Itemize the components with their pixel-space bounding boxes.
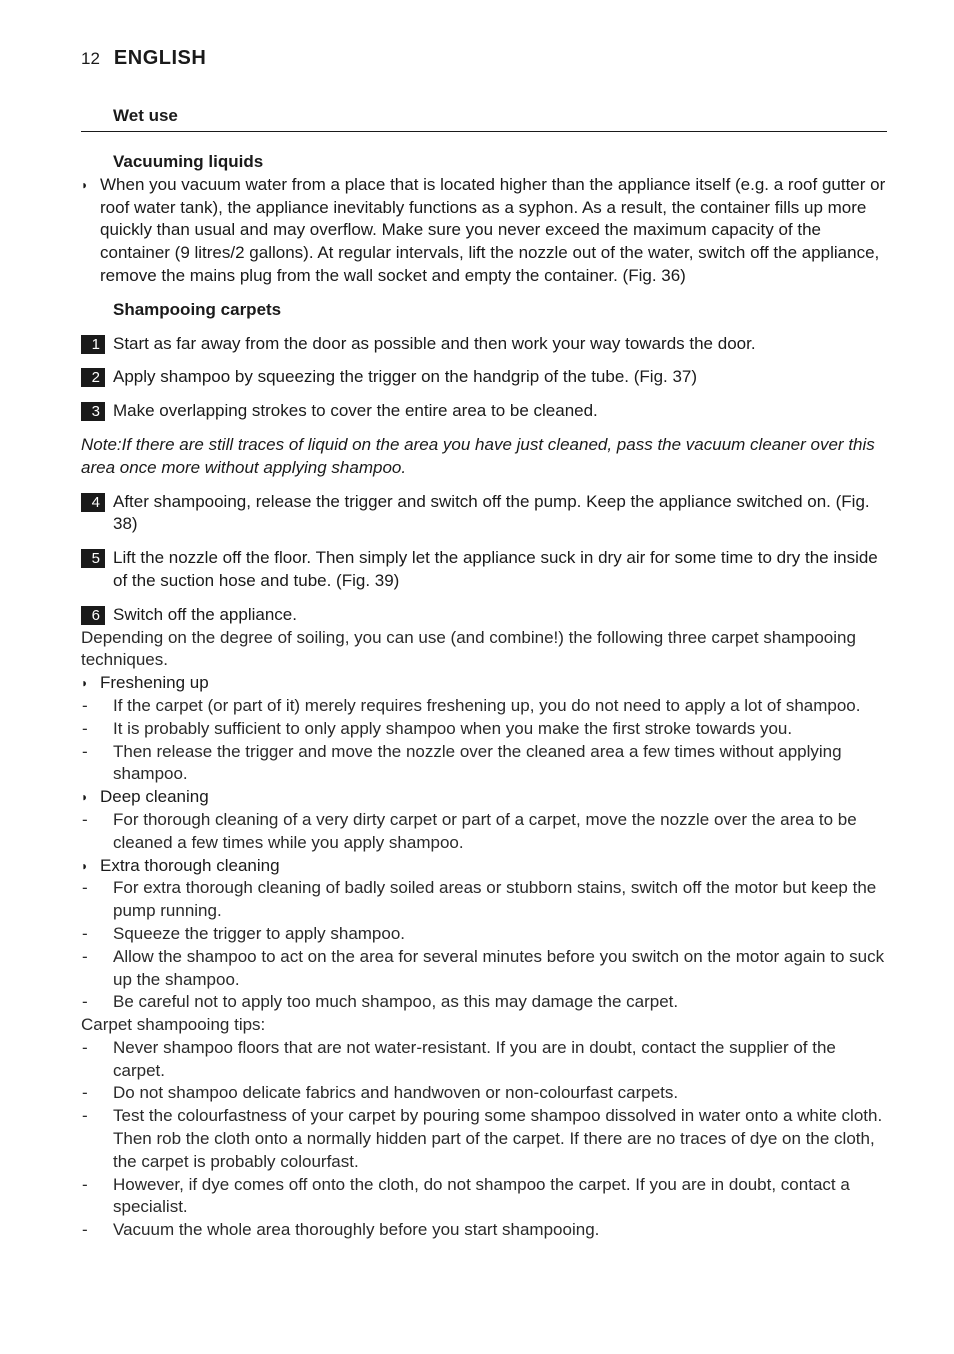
list-item-text: It is probably sufficient to only apply shampoo when you make the first stroke towards you. xyxy=(113,718,793,738)
vacuuming-liquids-text: When you vacuum water from a place that is located higher than the appliance itself (e.g. a roof gutter or roof water tank), the appliance inevitably functions as a syphon. As a result, the container fills up more quickly than usual and may overflow. Make sure you never exceed the maximum capacity of the container (9 litres/2 gallons). At regular intervals, lift the nozzle out of the water, switch off the appliance, remove the mains plug from the wall socket and empty the container. (Fig. 36) xyxy=(100,174,886,285)
dash-marker: - xyxy=(82,992,88,1012)
technique-heading xyxy=(81,672,887,695)
step-item xyxy=(81,333,887,356)
step-text: Lift the nozzle off the floor. Then simply let the appliance suck in dry air for some time to dry the inside of the suction hose and tube. (Fig. 39) xyxy=(113,548,878,590)
language-label: ENGLISH xyxy=(113,47,207,69)
list-item xyxy=(81,741,887,787)
dash-marker: - xyxy=(82,1083,88,1103)
list-item-text: Then release the trigger and move the nozzle over the cleaned area a few times without applying shampoo. xyxy=(113,741,842,784)
step-text: Switch off the appliance. xyxy=(113,604,297,624)
bullet-marker-icon: ◗ xyxy=(81,790,89,805)
step-item xyxy=(81,604,887,627)
dash-marker: - xyxy=(82,923,88,943)
list-item-text: Vacuum the whole area thoroughly before you start shampooing. xyxy=(113,1220,600,1240)
dash-marker: - xyxy=(82,809,88,829)
list-item-text: Squeeze the trigger to apply shampoo. xyxy=(113,923,406,943)
dash-marker: - xyxy=(82,878,88,898)
technique-title: Deep cleaning xyxy=(100,787,209,807)
techniques-intro: Depending on the degree of soiling, you can use (and combine!) the following three carpet shampooing techniques. xyxy=(81,627,856,670)
technique-title: Extra thorough cleaning xyxy=(100,855,280,875)
step-number: 4 xyxy=(81,493,105,512)
step-item xyxy=(81,400,887,423)
step-item xyxy=(81,491,887,537)
list-item-text: Allow the shampoo to act on the area for several minutes before you switch on the motor again to suck up the shampoo. xyxy=(113,946,885,989)
list-item xyxy=(81,1037,887,1083)
step-item xyxy=(81,547,887,593)
dash-marker: - xyxy=(82,1174,88,1194)
technique-heading xyxy=(81,786,887,809)
list-item-text: Do not shampoo delicate fabrics and handwoven or non-colourfast carpets. xyxy=(113,1083,679,1103)
list-item xyxy=(81,991,887,1014)
note-text: Note:If there are still traces of liquid on the area you have just cleaned, pass the vacuum cleaner over this area once more without applying shampoo. xyxy=(81,434,875,477)
step-text: Make overlapping strokes to cover the entire area to be cleaned. xyxy=(113,401,598,421)
bullet-marker-icon: ◗ xyxy=(81,858,89,873)
list-item xyxy=(81,718,887,741)
step-number: 6 xyxy=(81,606,105,625)
technique-title: Freshening up xyxy=(100,673,209,693)
technique-heading xyxy=(81,855,887,878)
list-item-text: However, if dye comes off onto the cloth, do not shampoo the carpet. If you are in doubt, contact a specialist. xyxy=(113,1174,850,1217)
dash-marker: - xyxy=(82,718,88,738)
dash-marker: - xyxy=(82,1037,88,1057)
list-item-text: If the carpet (or part of it) merely requires freshening up, you do not need to apply a lot of shampoo. xyxy=(113,695,861,715)
step-text: Start as far away from the door as possible and then work your way towards the door. xyxy=(113,333,756,353)
subheading-shampooing-carpets: Shampooing carpets xyxy=(113,299,282,319)
dash-marker: - xyxy=(82,1106,88,1126)
step-number: 1 xyxy=(81,335,105,354)
list-item xyxy=(81,1219,887,1242)
dash-marker: - xyxy=(82,1220,88,1240)
list-item xyxy=(81,695,887,718)
content-body xyxy=(81,151,887,1242)
list-item xyxy=(81,877,887,923)
page-number: 12 xyxy=(81,49,100,68)
step-number: 5 xyxy=(81,549,105,568)
step-text: After shampooing, release the trigger and switch off the pump. Keep the appliance switched on. (Fig. 38) xyxy=(113,491,870,534)
list-item-text: For extra thorough cleaning of badly soiled areas or stubborn stains, switch off the motor but keep the pump running. xyxy=(113,878,877,921)
dash-marker: - xyxy=(82,946,88,966)
list-item-text: Be careful not to apply too much shampoo, as this may damage the carpet. xyxy=(113,992,679,1012)
dash-marker: - xyxy=(82,695,88,715)
tips-heading: Carpet shampooing tips: xyxy=(81,1015,266,1035)
bullet-marker-icon: ◗ xyxy=(81,177,89,192)
list-item xyxy=(81,923,887,946)
list-item xyxy=(81,1082,887,1105)
list-item xyxy=(81,1174,887,1220)
list-item-text: For thorough cleaning of a very dirty carpet or part of a carpet, move the nozzle over the area to be cleaned a few times while you apply shampoo. xyxy=(113,809,857,852)
subheading-vacuuming-liquids: Vacuuming liquids xyxy=(113,152,264,171)
dash-marker: - xyxy=(82,741,88,761)
vacuuming-liquids-bullet xyxy=(81,174,887,288)
step-number: 2 xyxy=(81,368,105,387)
list-item xyxy=(81,809,887,855)
step-text: Apply shampoo by squeezing the trigger on the handgrip of the tube. (Fig. 37) xyxy=(113,367,698,387)
bullet-marker-icon: ◗ xyxy=(81,676,89,691)
list-item xyxy=(81,946,887,992)
step-number: 3 xyxy=(81,402,105,421)
list-item xyxy=(81,1105,887,1173)
list-item-text: Test the colourfastness of your carpet by pouring some shampoo dissolved in water onto a white cloth. Then rob the cloth onto a normally hidden part of the carpet. If there are no traces of dye on the cloth, the carpet is probably colourfast. xyxy=(113,1106,883,1171)
page-header xyxy=(81,47,206,75)
list-item-text: Never shampoo floors that are not water-resistant. If you are in doubt, contact the supplier of the carpet. xyxy=(113,1037,836,1080)
step-item xyxy=(81,366,887,389)
section-title: Wet use xyxy=(81,106,887,132)
